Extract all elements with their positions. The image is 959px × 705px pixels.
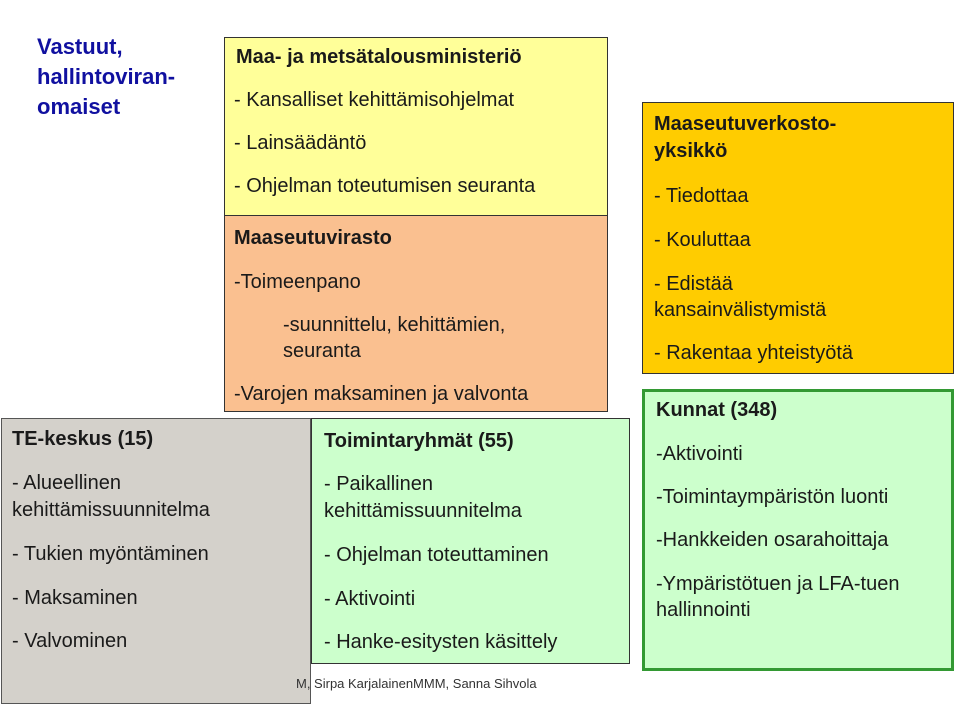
toimintaryhmat-item: - Ohjelman toteuttaminen xyxy=(324,544,549,566)
ministry-heading: Maa- ja metsätalousministeriö xyxy=(236,46,522,68)
kunnat-item: -Hankkeiden osarahoittaja xyxy=(656,529,889,551)
verkostoyksikko-item: - Rakentaa yhteistyötä xyxy=(654,342,853,364)
verkostoyksikko-item: - Tiedottaa xyxy=(654,185,749,207)
maaseutuvirasto-item: -Toimeenpano xyxy=(234,271,361,293)
toimintaryhmat-box xyxy=(311,418,630,664)
toimintaryhmat-item: - Hanke-esitysten käsittely xyxy=(324,631,558,653)
verkostoyksikko-item: kansainvälistymistä xyxy=(654,299,827,321)
page-title: Vastuut, hallintoviran-omaiset xyxy=(37,34,176,119)
maaseutuvirasto-item: -suunnittelu, kehittämien, xyxy=(283,314,506,336)
verkostoyksikko-item: - Edistää xyxy=(654,273,733,295)
toimintaryhmat-item: - Aktivointi xyxy=(324,588,416,610)
kunnat-heading: Kunnat (348) xyxy=(656,399,778,421)
maaseutuvirasto-item: -Varojen maksaminen ja valvonta xyxy=(234,383,529,405)
verkostoyksikko-heading: yksikkö xyxy=(654,140,728,162)
ministry-item: - Ohjelman toteutumisen seuranta xyxy=(234,175,536,197)
footer-credit: M, Sirpa KarjalainenMMM, Sanna Sihvola xyxy=(296,676,537,691)
ministry-item: - Kansalliset kehittämisohjelmat xyxy=(234,89,515,111)
maaseutuvirasto-item: seuranta xyxy=(283,340,361,362)
toimintaryhmat-item: - Paikallinen xyxy=(324,473,433,495)
ministry-item: - Lainsäädäntö xyxy=(234,132,367,154)
kunnat-item: -Toimintaympäristön luonti xyxy=(656,486,889,508)
te-keskus-item: - Valvominen xyxy=(12,630,128,652)
te-keskus-heading: TE-keskus (15) xyxy=(12,428,154,450)
kunnat-item: -Aktivointi xyxy=(656,443,743,465)
toimintaryhmat-item: kehittämissuunnitelma xyxy=(324,500,522,522)
te-keskus-item: kehittämissuunnitelma xyxy=(12,499,210,521)
te-keskus-item: - Tukien myöntäminen xyxy=(12,543,209,565)
verkostoyksikko-item: - Kouluttaa xyxy=(654,229,751,251)
verkostoyksikko-heading: Maaseutuverkosto- xyxy=(654,113,837,135)
kunnat-item: hallinnointi xyxy=(656,599,751,621)
toimintaryhmat-heading: Toimintaryhmät (55) xyxy=(324,430,514,452)
te-keskus-item: - Maksaminen xyxy=(12,587,138,609)
maaseutuvirasto-heading: Maaseutuvirasto xyxy=(234,227,392,249)
te-keskus-item: - Alueellinen xyxy=(12,472,121,494)
kunnat-item: -Ympäristötuen ja LFA-tuen xyxy=(656,573,900,595)
